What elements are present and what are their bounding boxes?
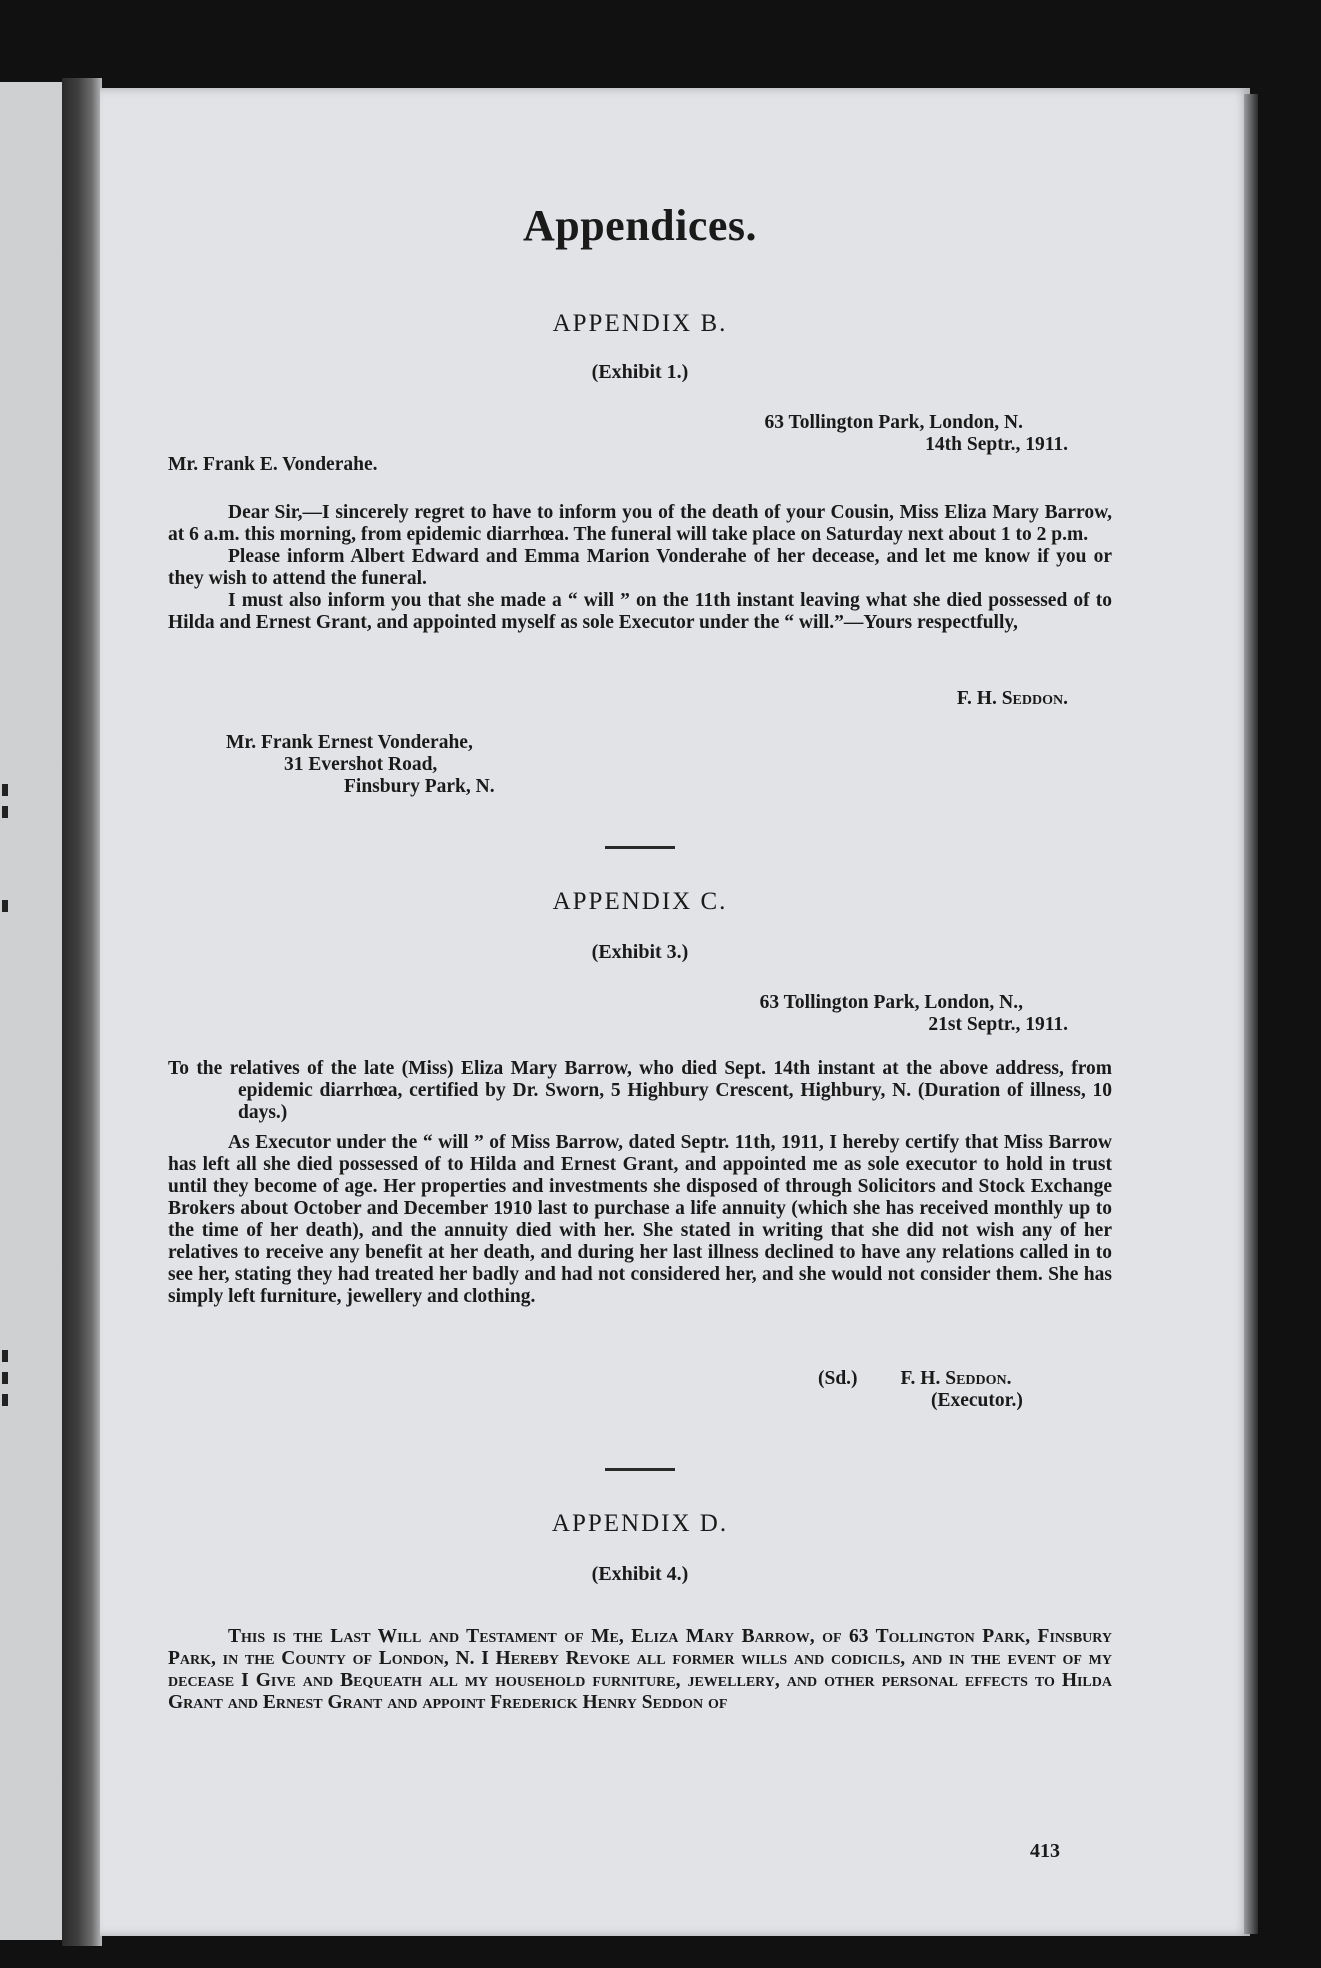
appendix-c-body	[168, 1132, 1112, 1308]
appendix-b-addressee: Mr. Frank E. Vonderahe.	[168, 454, 378, 475]
envelope-line: Mr. Frank Ernest Vonderahe,	[226, 732, 473, 753]
appendix-c-exhibit: (Exhibit 3.)	[591, 941, 689, 963]
appendix-b-heading: APPENDIX B.	[552, 310, 728, 337]
signature-text: F. H. Seddon.	[956, 688, 1068, 709]
appendix-c-date-line: 21st Septr., 1911.	[928, 1014, 1068, 1035]
appendix-c-intro	[168, 1058, 1112, 1124]
book-page	[100, 88, 1250, 1936]
appendix-b-exhibit: (Exhibit 1.)	[591, 361, 689, 383]
appendix-c-address	[568, 992, 1068, 1036]
appendix-b-envelope-address	[226, 732, 726, 798]
page-title: Appendices.	[522, 201, 758, 250]
appendix-b-letter-body	[168, 502, 1112, 634]
appendix-d-exhibit: (Exhibit 4.)	[591, 1563, 689, 1585]
book-gutter	[62, 78, 102, 1946]
appendix-b-address-line: 63 Tollington Park, London, N.	[764, 412, 1023, 433]
appendix-c-body-text: As Executor under the “ will ” of Miss Barrow, dated Septr. 11th, 1911, I hereby certify that Miss Barrow has left all she died possessed of to Hilda and Ernest Grant, and appointed me as sole executor to hold in trust until they become of age. Her properties and investments she disposed of through Solicitors and Stock Exchange Brokers about October and December 1910 last to purchase a life annuity (which she has received monthly up to the time of her death), and the annuity died with her. She stated in writing that she did not wish any of her relatives to receive any benefit at her death, and during her last illness declined to have any relations called in to see her, stating they had treated her badly and had not considered her, and she would not consider them. She has simply left furniture, jewellery and clothing.	[168, 1132, 1112, 1307]
signed-prefix: (Sd.)	[818, 1368, 858, 1389]
envelope-line: Finsbury Park, N.	[344, 776, 495, 797]
facing-page-edge	[0, 82, 70, 1940]
appendix-b-date-line: 14th Septr., 1911.	[925, 434, 1068, 455]
appendix-c-intro-text: To the relatives of the late (Miss) Eliza Mary Barrow, who died Sept. 14th instant at the above address, from epidemic diarrhœa, certified by Dr. Sworn, 5 Highbury Crescent, Highbury, N. (Duration of illness, 10 days.)	[168, 1058, 1112, 1123]
appendix-b-paragraph: Dear Sir,—I sincerely regret to have to inform you of the death of your Cousin, Miss Eliza Mary Barrow, at 6 a.m. this morning, from epidemic diarrhœa. The funeral will take place on Saturday next about 1 to 2 p.m.	[168, 502, 1112, 545]
appendix-b-paragraph: Please inform Albert Edward and Emma Marion Vonderahe of her decease, and let me know if you or they wish to attend the funeral.	[168, 546, 1112, 589]
appendix-c-signature	[818, 1368, 1118, 1412]
page-number: 413	[1030, 1840, 1060, 1862]
signature-role: (Executor.)	[931, 1390, 1023, 1411]
appendix-c-heading: APPENDIX C.	[552, 888, 728, 915]
appendix-b-signature	[668, 688, 1068, 710]
facing-page-text-fragments	[0, 82, 12, 1940]
appendix-d-body	[168, 1626, 1112, 1714]
appendix-b-paragraph: I must also inform you that she made a “ will ” on the 11th instant leaving what she died possessed of to Hilda and Ernest Grant, and appointed myself as sole Executor under the “ will.”—Yours respectfully,	[168, 590, 1112, 633]
signature-text: F. H. Seddon.	[900, 1368, 1012, 1389]
appendix-b-address	[568, 412, 1068, 456]
envelope-line: 31 Evershot Road,	[284, 754, 438, 775]
section-divider	[605, 846, 675, 849]
page-right-edge	[1244, 94, 1258, 1934]
appendix-d-heading: APPENDIX D.	[551, 1510, 729, 1537]
appendix-d-body-text: This is the Last Will and Testament of Me, Eliza Mary Barrow, of 63 Tollington Park, Finsbury Park, in the County of London, N. I Hereby Revoke all former wills and codicils, and in the event of my decease I Give and Bequeath all my household furniture, jewellery, and other personal effects to Hilda Grant and Ernest Grant and appoint Frederick Henry Seddon of	[168, 1626, 1112, 1713]
appendix-c-address-line: 63 Tollington Park, London, N.,	[759, 992, 1023, 1013]
section-divider	[605, 1468, 675, 1471]
